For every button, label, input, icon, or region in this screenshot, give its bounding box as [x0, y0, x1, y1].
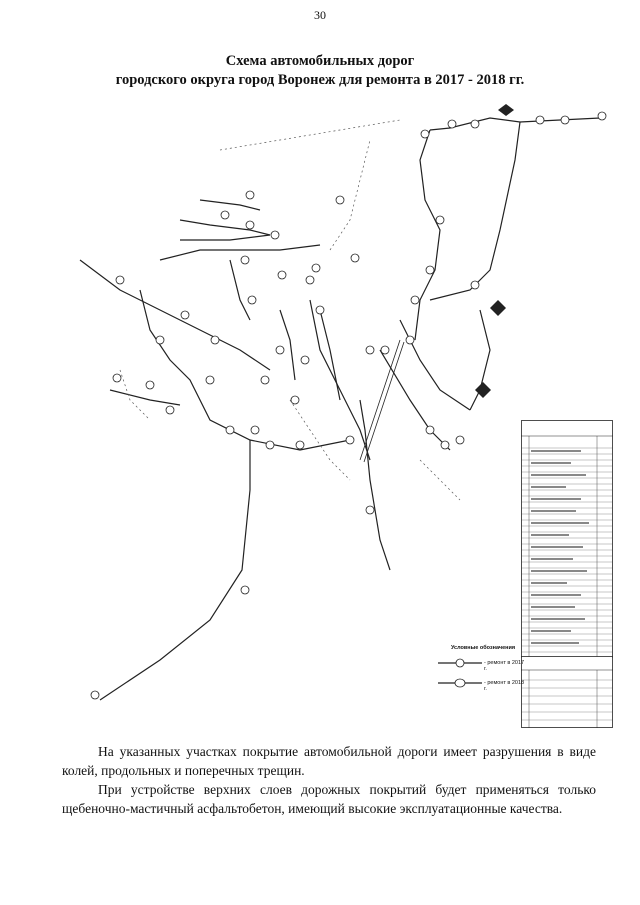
interchange-north-east — [490, 300, 506, 316]
road-central-west — [160, 245, 320, 260]
legend-line-2018-icon — [438, 677, 482, 689]
road-west-small — [110, 390, 180, 405]
road-west-diagonal — [80, 260, 270, 370]
map-title — [0, 52, 640, 90]
road-south-west-long — [100, 440, 250, 700]
legend-line-2017-icon — [438, 657, 482, 669]
legend-row-2017 — [438, 657, 528, 677]
road-north-center — [415, 130, 440, 340]
road-southeast — [380, 350, 450, 450]
title-line-1: Схема автомобильных дорог — [225, 53, 415, 69]
road-north-west-3 — [200, 200, 260, 210]
road-east-upper — [430, 122, 520, 300]
paragraph-damage: На указанных участках покрытие автомобильной дороги имеет разрушения в виде колей, продольных и поперечных трещин. — [62, 744, 596, 778]
legend-title: Условные обозначения — [450, 645, 516, 651]
legend-row-2018 — [438, 677, 528, 697]
page-number: 30 — [314, 8, 326, 22]
legend-label-2018: - ремонт в 2018 г. — [484, 680, 525, 692]
road-north-west-1 — [180, 220, 270, 235]
title-line-2: городского округа город Воронеж для ремонта в 2017 - 2018 гг. — [115, 72, 525, 88]
road-east-mid — [400, 320, 470, 410]
road-north-west-2 — [180, 235, 270, 240]
map-legend — [438, 645, 528, 697]
road-south-center — [360, 400, 390, 570]
road-center-south — [310, 300, 370, 460]
legend-label-2017: - ремонт в 2017 г. — [484, 660, 525, 672]
road-center-link-2 — [280, 310, 295, 380]
paragraph-asphalt: При устройстве верхних слоев дорожных покрытий будет применяться только щебеночно-мастичный асфальтобетон, имеющий высокие эксплуатационные качества. — [62, 782, 596, 816]
road-center-link — [230, 260, 250, 320]
road-list-table-2017 — [521, 420, 613, 658]
road-list-table-2018 — [521, 656, 613, 728]
interchange-north — [498, 104, 514, 116]
secondary-roads — [120, 120, 460, 500]
